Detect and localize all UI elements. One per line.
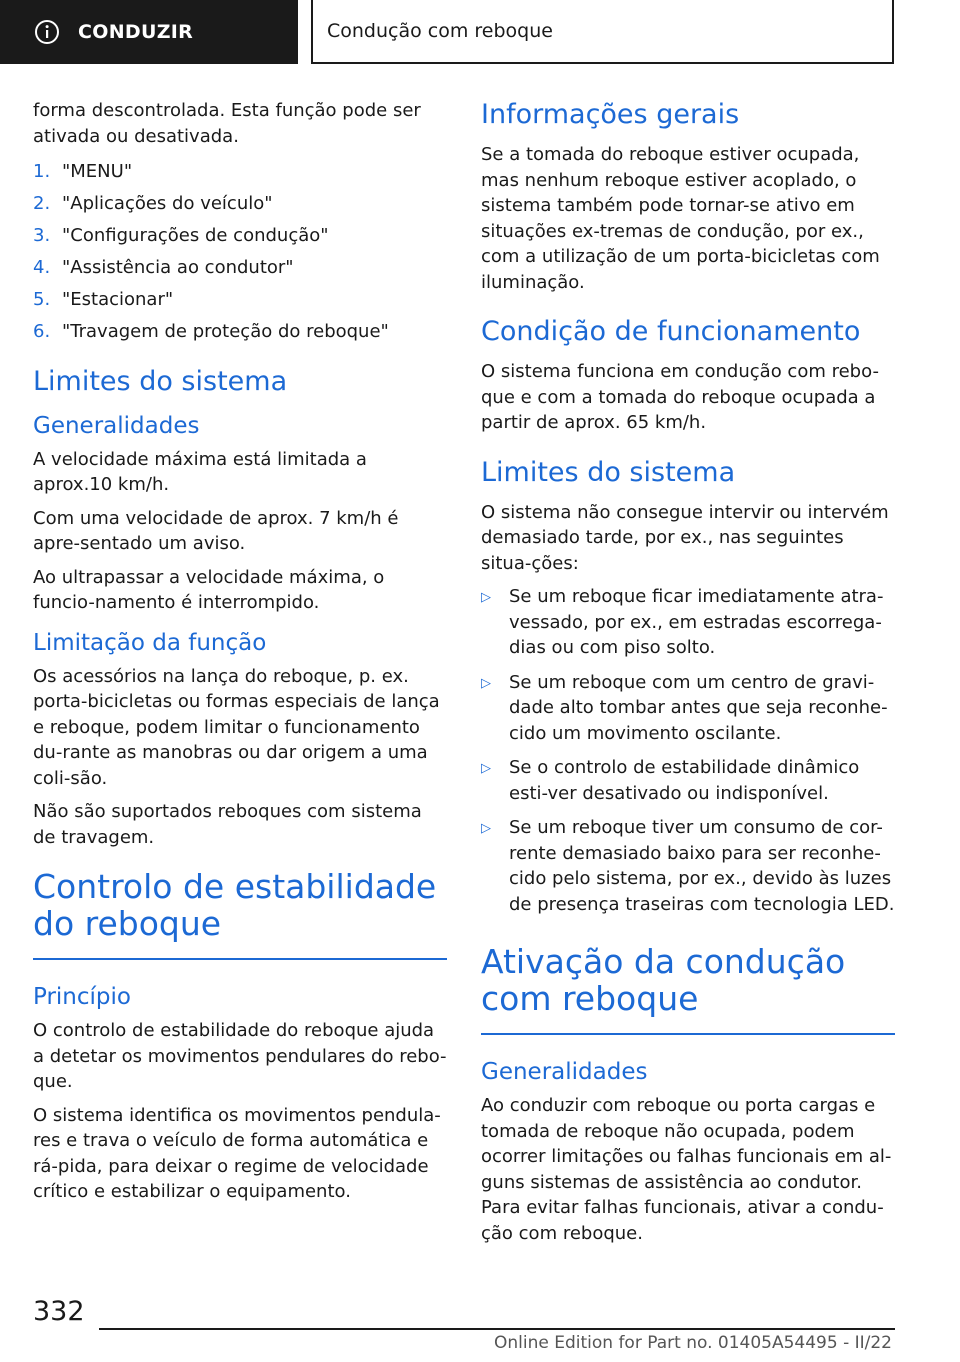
bullet-item [481,584,895,661]
operating-condition-paragraph: O sistema funciona em condução com rebo-que e com a tomada do reboque ocupada a partir de aprox. 65 km/h. [481,361,879,433]
trailer-driving-activation-heading: Ativação da condução com reboque [481,943,895,1035]
step-text: "MENU" [62,161,133,182]
general-paragraph: Ao ultrapassar a velocidade máxima, o funcio-namento é interrompido. [33,566,385,613]
step-item [33,191,447,217]
operating-condition-heading: Condição de funcionamento [481,316,861,347]
system-limits-heading: Limites do sistema [481,456,736,488]
step-item [33,223,447,249]
general-paragraph: Com uma velocidade de aprox. 7 km/h é apre-sentado um aviso. [33,507,399,554]
footer-divider [99,1328,895,1330]
chapter-tab [0,0,298,64]
step-text: "Configurações de condução" [62,225,329,246]
triangle-bullet-icon: ▷ [481,821,491,836]
triangle-bullet-icon: ▷ [481,761,491,776]
bullet-item [481,815,895,917]
limitation-paragraph: Não são suportados reboques com sistema de travagem. [33,801,422,848]
principle-heading: Princípio [33,984,131,1010]
step-text: "Estacionar" [62,289,174,310]
step-number: 1. [33,161,51,182]
step-text: "Aplicações do veículo" [62,193,273,214]
edition-note: Online Edition for Part no. 01405A54495 - II/22 [493,1333,892,1353]
step-item [33,159,447,185]
step-item [33,255,447,281]
bullet-text: Se um reboque com um centro de gravi-dade alto tombar antes que seja reconhe-cido um movimento oscilante. [509,671,888,744]
topic-header [311,0,894,64]
bullet-item [481,755,895,806]
limitation-paragraph: Os acessórios na lança do reboque, p. ex. porta-bicicletas ou formas especiais de lança e reboque, podem limitar o funcionamento du-rante as manobras ou dar origem a uma coli-são. [33,665,440,789]
general-info-heading: Informações gerais [481,99,740,130]
bullet-text: Se um reboque ficar imediatamente atra-vessado, por ex., em estradas escorrega-dias ou com piso solto. [509,586,884,658]
step-number: 2. [33,193,51,214]
principle-paragraph: O sistema identifica os movimentos pendula-res e trava o veículo de forma automática e rá-pida, para deixar o regime de velocidade crítico e estabilizar o equipamento. [33,1104,441,1202]
info-circle-icon [34,19,60,45]
system-limits-heading: Limites do sistema [33,365,288,397]
bullet-text: Se um reboque tiver um consumo de cor-rente demasiado baixo para ser reconhe-cido pelo sistema, por ex., devido às luzes de presença traseiras com tecnologia LED. [509,817,895,915]
step-item [33,287,447,313]
step-number: 3. [33,225,51,246]
principle-paragraph: O controlo de estabilidade do reboque ajuda a detetar os movimentos pendulares do rebo-que. [33,1020,447,1092]
step-number: 4. [33,257,51,278]
step-number: 5. [33,289,51,310]
bullet-item [481,670,895,747]
general-heading: Generalidades [481,1059,648,1085]
left-column [33,98,447,1213]
page-number: 332 [33,1296,85,1327]
general-heading: Generalidades [33,412,200,439]
right-column [481,98,895,1254]
system-limits-paragraph: O sistema não consegue intervir ou intervém demasiado tarde, por ex., nas seguintes situa-ções: [481,501,889,574]
step-number: 6. [33,321,51,342]
trailer-stability-heading: Controlo de estabilidade do reboque [33,868,447,960]
menu-steps-list [33,159,447,345]
limits-bullet-list [481,584,895,917]
function-limitation-heading: Limitação da função [33,629,267,656]
general-paragraph: A velocidade máxima está limitada a aprox.10 km/h. [33,448,367,495]
topic-title: Condução com reboque [327,20,553,42]
step-text: "Travagem de proteção do reboque" [62,321,389,342]
intro-paragraph: forma descontrolada. Esta função pode ser ativada ou desativada. [33,100,421,147]
general-paragraph: Ao conduzir com reboque ou porta cargas e tomada de reboque não ocupada, podem ocorrer limitações ou falhas funcionais em al-guns sistemas de assistência ao condutor. Para evitar falhas funcionais, ativar a condu-ção com reboque. [481,1095,892,1244]
step-item [33,319,447,345]
step-text: "Assistência ao condutor" [62,257,294,278]
bullet-text: Se o controlo de estabilidade dinâmico esti-ver desativado ou indisponível. [509,757,860,804]
triangle-bullet-icon: ▷ [481,590,491,605]
triangle-bullet-icon: ▷ [481,675,491,691]
general-info-paragraph: Se a tomada do reboque estiver ocupada, mas nenhum reboque estiver acoplado, o sistema também pode tornar-se ativo em situações ex-tremas de condução, por ex., com a utilização de um porta-bicicletas com iluminação. [481,144,880,293]
chapter-label: CONDUZIR [78,21,194,43]
